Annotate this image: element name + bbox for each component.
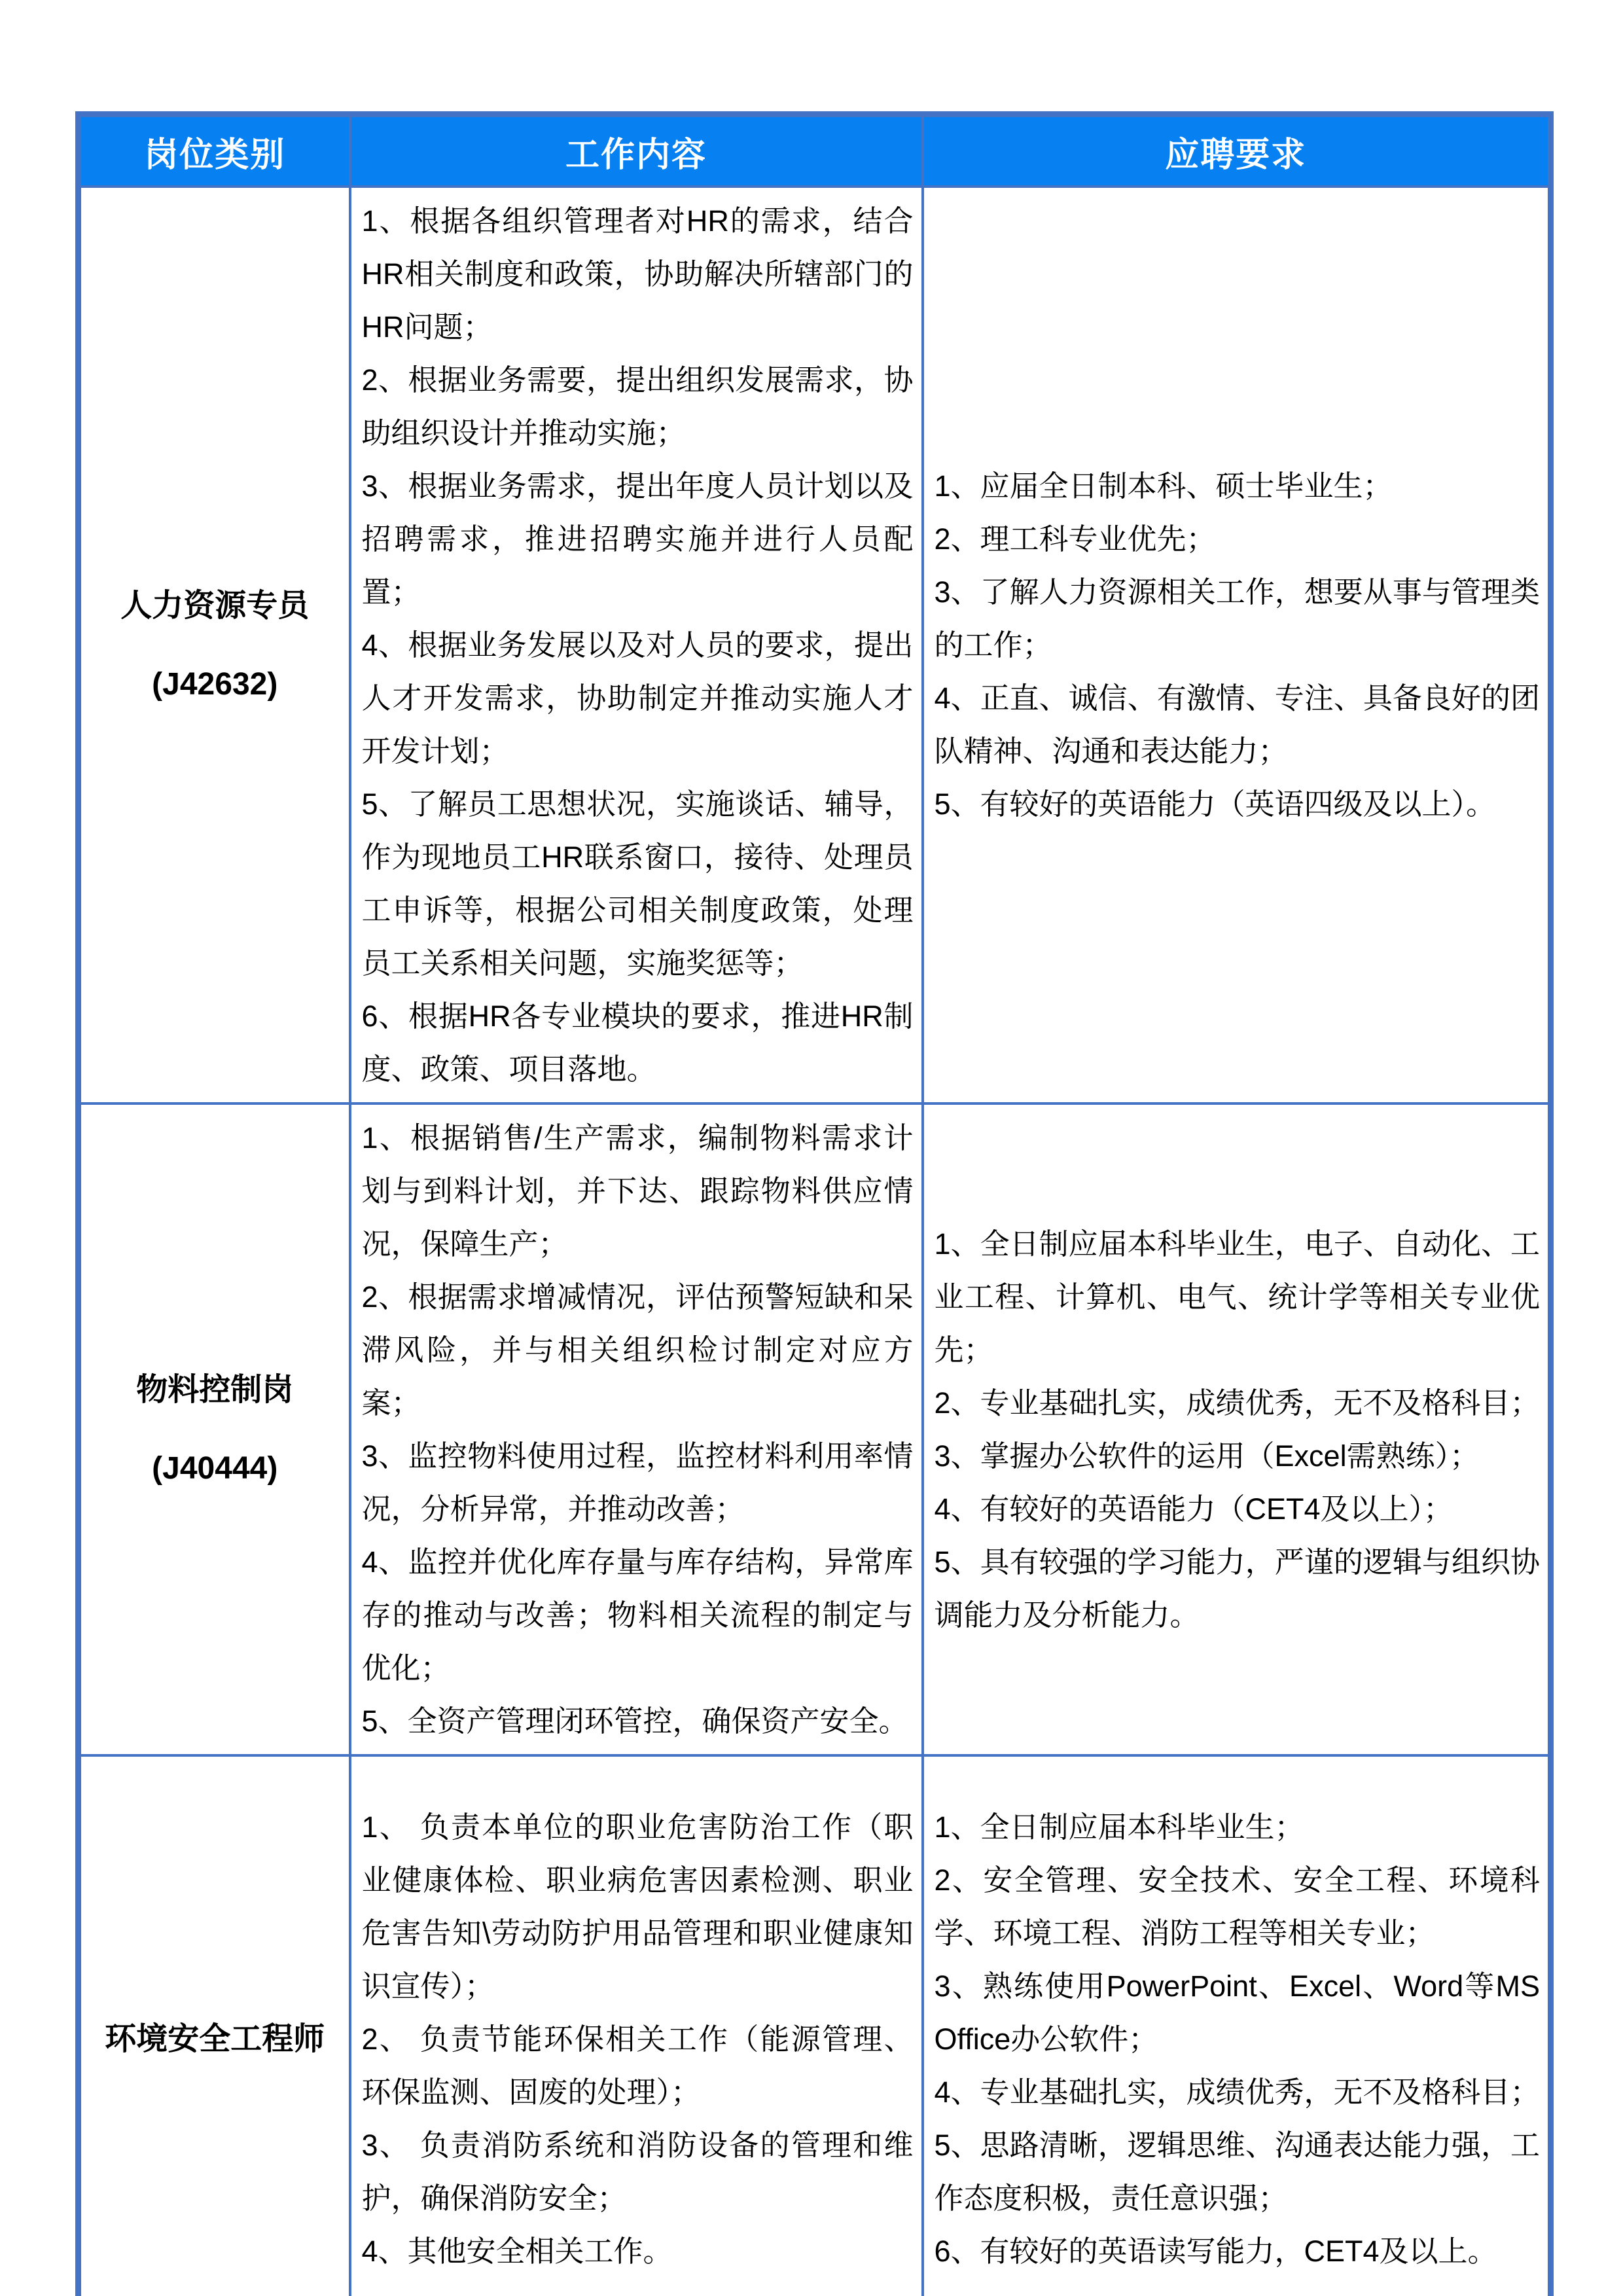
- column-header-requirements: 应聘要求: [923, 115, 1551, 187]
- duty-item: 4、根据业务发展以及对人员的要求，提出人才开发需求，协助制定并推动实施人才开发计划；: [361, 628, 914, 768]
- job-requirements-cell: [923, 187, 1551, 1103]
- requirement-item: 5、思路清晰，逻辑思维、沟通表达能力强，工作态度积极，责任意识强；: [934, 2128, 1540, 2215]
- requirement-item: 3、掌握办公软件的运用（Excel需熟练）；: [934, 1439, 1480, 1473]
- duty-item: 1、根据各组织管理者对HR的需求，结合HR相关制度和政策，协助解决所辖部门的HR问题；: [361, 204, 914, 344]
- table-row-material-control: [79, 1103, 1551, 1755]
- requirement-item: 1、全日制应届本科毕业生，电子、自动化、工业工程、计算机、电气、统计学等相关专业优先；: [934, 1227, 1540, 1367]
- duty-item: 2、根据业务需要，提出组织发展需求，协助组织设计并推动实施；: [361, 363, 914, 450]
- job-duties-cell: [350, 1755, 923, 2296]
- job-title-cell: [79, 1755, 350, 2296]
- requirement-item: 1、全日制应届本科毕业生；: [934, 1810, 1304, 1844]
- duty-item: 6、根据HR各专业模块的要求，推进HR制度、政策、项目落地。: [361, 999, 914, 1086]
- job-postings-table: [75, 111, 1554, 2296]
- requirement-item: 2、安全管理、安全技术、安全工程、环境科学、环境工程、消防工程等相关专业；: [934, 1863, 1540, 1950]
- job-requirements-cell: [923, 1755, 1551, 2296]
- job-title: 环境安全工程师: [105, 2021, 325, 2056]
- duty-item: 5、了解员工思想状况，实施谈话、辅导，作为现地员工HR联系窗口，接待、处理员工申诉等，根据公司相关制度政策，处理员工关系相关问题，实施奖惩等；: [361, 787, 914, 980]
- duty-item: 5、全资产管理闭环管控，确保资产安全。: [361, 1704, 908, 1738]
- duty-item: 4、监控并优化库存量与库存结构，异常库存的推动与改善；物料相关流程的制定与优化；: [361, 1545, 914, 1685]
- column-header-duties: 工作内容: [350, 115, 923, 187]
- job-title-cell: [79, 187, 350, 1103]
- job-title-cell: [79, 1103, 350, 1755]
- requirement-item: 4、专业基础扎实，成绩优秀，无不及格科目；: [934, 2075, 1540, 2109]
- table-row-ehs-engineer: [79, 1755, 1551, 2296]
- job-duties-cell: [350, 1103, 923, 1755]
- requirement-item: 2、理工科专业优先；: [934, 522, 1216, 556]
- requirement-item: 3、了解人力资源相关工作，想要从事与管理类的工作；: [934, 575, 1540, 662]
- duty-item: 1、根据销售/生产需求，编制物料需求计划与到料计划，并下达、跟踪物料供应情况，保障生产；: [361, 1121, 914, 1261]
- job-code: (J40444): [152, 1451, 278, 1486]
- job-title: 物料控制岗: [136, 1372, 294, 1407]
- header-row: [79, 115, 1551, 187]
- job-title: 人力资源专员: [120, 588, 310, 623]
- duty-item: 3、监控物料使用过程，监控材料利用率情况，分析异常，并推动改善；: [361, 1439, 914, 1526]
- requirement-item: 1、应届全日制本科、硕士毕业生；: [934, 469, 1393, 503]
- requirement-item: 2、专业基础扎实，成绩优秀，无不及格科目；: [934, 1386, 1540, 1420]
- duty-item: 2、 负责节能环保相关工作（能源管理、环保监测、固废的处理）；: [361, 2022, 914, 2109]
- requirement-item: 5、有较好的英语能力（英语四级及以上）。: [934, 787, 1496, 821]
- duty-item: 3、根据业务需求，提出年度人员计划以及招聘需求，推进招聘实施并进行人员配置；: [361, 469, 914, 609]
- duty-item: 4、其他安全相关工作。: [361, 2234, 673, 2269]
- requirement-item: 4、有较好的英语能力（CET4及以上）；: [934, 1492, 1454, 1526]
- duty-item: 2、根据需求增减情况，评估预警短缺和呆滞风险，并与相关组织检讨制定对应方案；: [361, 1280, 914, 1420]
- duty-item: 3、 负责消防系统和消防设备的管理和维护，确保消防安全；: [361, 2128, 914, 2215]
- duty-item: 1、 负责本单位的职业危害防治工作（职业健康体检、职业病危害因素检测、职业危害告知\劳动防护用品管理和职业健康知识宣传）；: [361, 1810, 914, 2003]
- job-requirements-cell: [923, 1103, 1551, 1755]
- column-header-category: 岗位类别: [79, 115, 350, 187]
- requirement-item: 6、有较好的英语读写能力，CET4及以上。: [934, 2234, 1497, 2269]
- job-code: (J42632): [152, 666, 278, 702]
- requirement-item: 3、熟练使用PowerPoint、Excel、Word等MS Office办公软件；: [934, 1969, 1540, 2056]
- table-row-hr-specialist: [79, 187, 1551, 1103]
- job-duties-cell: [350, 187, 923, 1103]
- requirement-item: 4、正直、诚信、有激情、专注、具备良好的团队精神、沟通和表达能力；: [934, 681, 1540, 768]
- requirement-item: 5、具有较强的学习能力，严谨的逻辑与组织协调能力及分析能力。: [934, 1545, 1540, 1632]
